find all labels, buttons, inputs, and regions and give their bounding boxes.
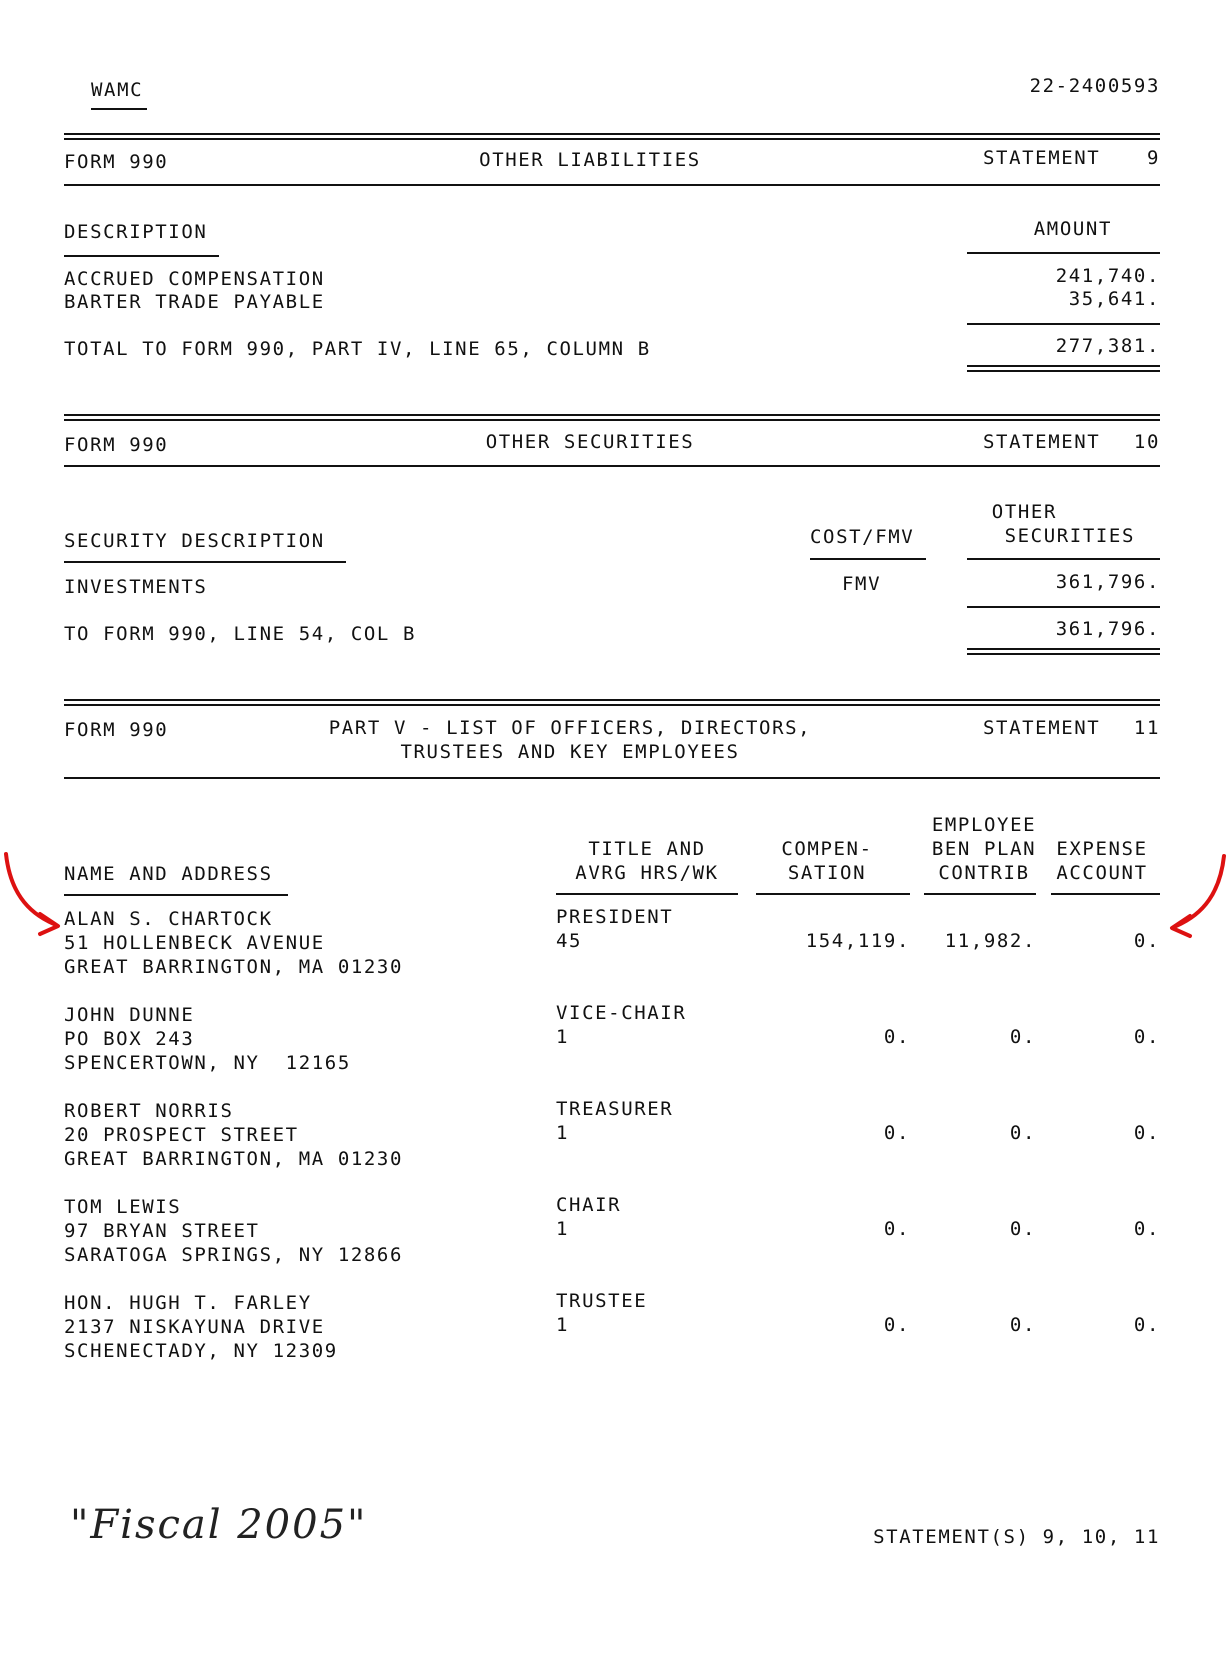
statement10-header-rule	[64, 465, 1160, 467]
officer-expense: 0.	[1133, 1122, 1160, 1144]
officer-address-2: GREAT BARRINGTON, MA 01230	[64, 956, 404, 978]
officer-compensation: 0.	[883, 1026, 910, 1048]
officer-expense: 0.	[1133, 1314, 1160, 1336]
statement9-row-amount: 35,641.	[1068, 288, 1160, 310]
total-double-rule-1	[967, 365, 1160, 367]
statement10-total-label: TO FORM 990, LINE 54, COL B	[64, 623, 417, 645]
officer-name: TOM LEWIS	[64, 1196, 182, 1218]
col-name-address: NAME AND ADDRESS	[64, 863, 273, 885]
statement10-col-other-1: OTHER	[991, 501, 1057, 523]
statement9-top-rule-2	[64, 138, 1160, 140]
org-underline	[91, 108, 147, 110]
statement9-row-desc: BARTER TRADE PAYABLE	[64, 291, 325, 313]
statement10-col-desc: SECURITY DESCRIPTION	[64, 530, 325, 552]
red-arrow-left-icon	[0, 850, 70, 940]
handwritten-annotation: "Fiscal 2005"	[70, 1502, 368, 1548]
statement10-row-desc: INVESTMENTS	[64, 576, 208, 598]
statement11-number: 11	[1133, 717, 1160, 739]
statement9-col-description: DESCRIPTION	[64, 221, 208, 243]
statement9-title: OTHER LIABILITIES	[479, 149, 701, 171]
statement10-double-rule-2	[967, 653, 1160, 655]
statement9-row-desc: ACCRUED COMPENSATION	[64, 268, 325, 290]
organization-name: WAMC	[91, 79, 144, 101]
statement9-total-amount: 277,381.	[1055, 335, 1160, 357]
officer-name: ROBERT NORRIS	[64, 1100, 234, 1122]
exp-underline	[1051, 893, 1160, 895]
statement11-top-rule	[64, 699, 1160, 701]
col-comp-1: COMPEN-	[781, 838, 873, 860]
amount-underline	[967, 252, 1160, 254]
comp-underline	[756, 893, 910, 895]
statement9-top-rule	[64, 133, 1160, 135]
other-securities-underline	[967, 558, 1160, 560]
col-exp-1: EXPENSE	[1056, 838, 1148, 860]
officer-title: TRUSTEE	[556, 1290, 648, 1312]
ein: 22-2400593	[1029, 75, 1160, 97]
officer-benefits: 0.	[1009, 1122, 1036, 1144]
officer-address-1: PO BOX 243	[64, 1028, 195, 1050]
officer-address-2: SCHENECTADY, NY 12309	[64, 1340, 338, 1362]
title-underline	[556, 893, 738, 895]
footer-statements: STATEMENT(S) 9, 10, 11	[873, 1526, 1160, 1548]
statement9-total-label: TOTAL TO FORM 990, PART IV, LINE 65, COLUMN B	[64, 338, 651, 360]
statement11-form: FORM 990	[64, 719, 169, 741]
name-underline	[64, 894, 288, 896]
officer-hours: 1	[556, 1314, 570, 1336]
officer-title: TREASURER	[556, 1098, 674, 1120]
statement10-row-amount: 361,796.	[1055, 571, 1160, 593]
security-desc-underline	[64, 561, 346, 563]
description-underline	[64, 255, 219, 257]
statement10-col-other-2: SECURITIES	[1004, 525, 1135, 547]
statement10-label: STATEMENT	[983, 431, 1101, 453]
statement9-row-amount: 241,740.	[1055, 265, 1160, 287]
ben-underline	[924, 893, 1036, 895]
officer-benefits: 11,982.	[944, 930, 1036, 952]
total-double-rule-2	[967, 370, 1160, 372]
statement11-top-rule-2	[64, 704, 1160, 706]
col-comp-2: SATION	[787, 862, 867, 884]
statement10-double-rule-1	[967, 648, 1160, 650]
statement9-label: STATEMENT	[983, 147, 1101, 169]
statement9-col-amount: AMOUNT	[1033, 218, 1112, 240]
statement9-header-rule	[64, 184, 1160, 186]
statement11-title-2: TRUSTEES AND KEY EMPLOYEES	[400, 741, 740, 763]
subtotal-rule	[967, 323, 1160, 325]
col-ben-3: CONTRIB	[938, 862, 1030, 884]
officer-hours: 1	[556, 1026, 570, 1048]
statement11-title-1: PART V - LIST OF OFFICERS, DIRECTORS,	[328, 717, 812, 739]
statement10-subtotal-rule	[967, 606, 1160, 608]
officer-address-1: 2137 NISKAYUNA DRIVE	[64, 1316, 325, 1338]
col-ben-1: EMPLOYEE	[931, 814, 1037, 836]
officer-address-1: 20 PROSPECT STREET	[64, 1124, 299, 1146]
officer-address-1: 97 BRYAN STREET	[64, 1220, 260, 1242]
statement10-col-cost: COST/FMV	[810, 526, 915, 548]
officer-name: HON. HUGH T. FARLEY	[64, 1292, 312, 1314]
officer-hours: 1	[556, 1218, 570, 1240]
statement10-row-cost: FMV	[842, 573, 882, 595]
officer-compensation: 0.	[883, 1314, 910, 1336]
officer-benefits: 0.	[1009, 1026, 1036, 1048]
officer-benefits: 0.	[1009, 1218, 1036, 1240]
col-exp-2: ACCOUNT	[1056, 862, 1148, 884]
officer-name: JOHN DUNNE	[64, 1004, 195, 1026]
officer-compensation: 154,119.	[805, 930, 910, 952]
officer-name: ALAN S. CHARTOCK	[64, 908, 273, 930]
col-ben-2: BEN PLAN	[931, 838, 1037, 860]
statement9-number: 9	[1146, 147, 1160, 169]
officer-address-1: 51 HOLLENBECK AVENUE	[64, 932, 325, 954]
statement10-top-rule	[64, 414, 1160, 416]
officer-compensation: 0.	[883, 1218, 910, 1240]
statement10-top-rule-2	[64, 419, 1160, 421]
statement10-total-amount: 361,796.	[1055, 618, 1160, 640]
statement10-title: OTHER SECURITIES	[485, 431, 695, 453]
officer-expense: 0.	[1133, 1218, 1160, 1240]
officer-hours: 45	[556, 930, 583, 952]
statement10-number: 10	[1133, 431, 1160, 453]
col-title-2: AVRG HRS/WK	[575, 862, 719, 884]
cost-underline	[810, 558, 926, 560]
officer-address-2: GREAT BARRINGTON, MA 01230	[64, 1148, 404, 1170]
officer-benefits: 0.	[1009, 1314, 1036, 1336]
officer-compensation: 0.	[883, 1122, 910, 1144]
officer-title: PRESIDENT	[556, 906, 674, 928]
officer-address-2: SPENCERTOWN, NY 12165	[64, 1052, 351, 1074]
statement10-form: FORM 990	[64, 434, 169, 456]
red-arrow-right-icon	[1160, 852, 1230, 942]
officer-title: CHAIR	[556, 1194, 622, 1216]
statement11-label: STATEMENT	[983, 717, 1101, 739]
officer-title: VICE-CHAIR	[556, 1002, 687, 1024]
officer-expense: 0.	[1133, 1026, 1160, 1048]
officer-address-2: SARATOGA SPRINGS, NY 12866	[64, 1244, 404, 1266]
statement11-header-rule	[64, 777, 1160, 779]
col-title-1: TITLE AND	[588, 838, 706, 860]
statement9-form: FORM 990	[64, 151, 169, 173]
officer-hours: 1	[556, 1122, 570, 1144]
officer-expense: 0.	[1133, 930, 1160, 952]
